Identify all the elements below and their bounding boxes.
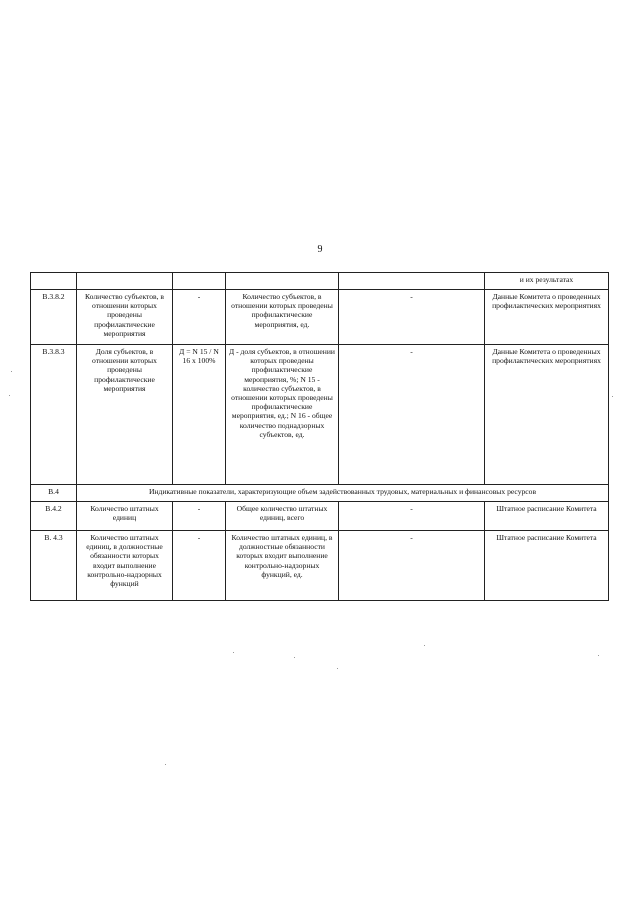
cell-source: Данные Комитета о проведенных профилактических мероприятиях [485, 345, 609, 485]
cell-name: Количество штатных единиц [77, 502, 173, 531]
cell-extra: - [339, 502, 485, 531]
section-code: В.4 [31, 485, 77, 502]
page-number: 9 [317, 244, 323, 255]
cell-formula: - [173, 502, 226, 531]
table-row [31, 290, 609, 345]
cell-formula [173, 273, 226, 290]
indicators-table [30, 272, 609, 601]
cell-formula: - [173, 531, 226, 601]
table-row [31, 345, 609, 485]
cell-formula: - [173, 290, 226, 345]
cell-name: Доля субъектов, в отношении которых проведены профилактические мероприятия [77, 345, 173, 485]
cell-definition: Количество субъектов, в отношении которых проведены профилактические мероприятия, ед. [226, 290, 339, 345]
cell-source: Штатное расписание Комитета [485, 502, 609, 531]
table-row [31, 531, 609, 601]
cell-name [77, 273, 173, 290]
cell-code [31, 273, 77, 290]
cell-source: и их результатах [485, 273, 609, 290]
cell-source: Штатное расписание Комитета [485, 531, 609, 601]
cell-code: В.3.8.3 [31, 345, 77, 485]
cell-extra: - [339, 345, 485, 485]
cell-code: В.3.8.2 [31, 290, 77, 345]
cell-definition [226, 273, 339, 290]
table-row-continuation [31, 273, 609, 290]
section-row [31, 485, 609, 502]
cell-definition: Общее количество штатных единиц, всего [226, 502, 339, 531]
cell-name: Количество штатных единиц, в должностные обязанности которых входит выполнение контрольно-надзорных функций [77, 531, 173, 601]
cell-code: В. 4.3 [31, 531, 77, 601]
cell-extra [339, 273, 485, 290]
cell-source: Данные Комитета о проведенных профилактических мероприятиях [485, 290, 609, 345]
table-row [31, 502, 609, 531]
cell-name: Количество субъектов, в отношении которых проведены профилактические мероприятия [77, 290, 173, 345]
cell-code: В.4.2 [31, 502, 77, 531]
cell-extra: - [339, 290, 485, 345]
cell-definition: Количество штатных единиц, в должностные обязанности которых входит выполнение контрольно-надзорных функций, ед. [226, 531, 339, 601]
cell-definition: Д - доля субъектов, в отношении которых проведены профилактические мероприятия, %; N 15 - количество субъектов, в отношении которых проведены профилактические мероприятия, ед.; N 16 - общее количество поднадзорных субъектов, ед. [226, 345, 339, 485]
section-title: Индикативные показатели, характеризующие объем задействованных трудовых, материальных и финансовых ресурсов [77, 485, 609, 502]
cell-extra: - [339, 531, 485, 601]
cell-formula: Д = N 15 / N 16 х 100% [173, 345, 226, 485]
